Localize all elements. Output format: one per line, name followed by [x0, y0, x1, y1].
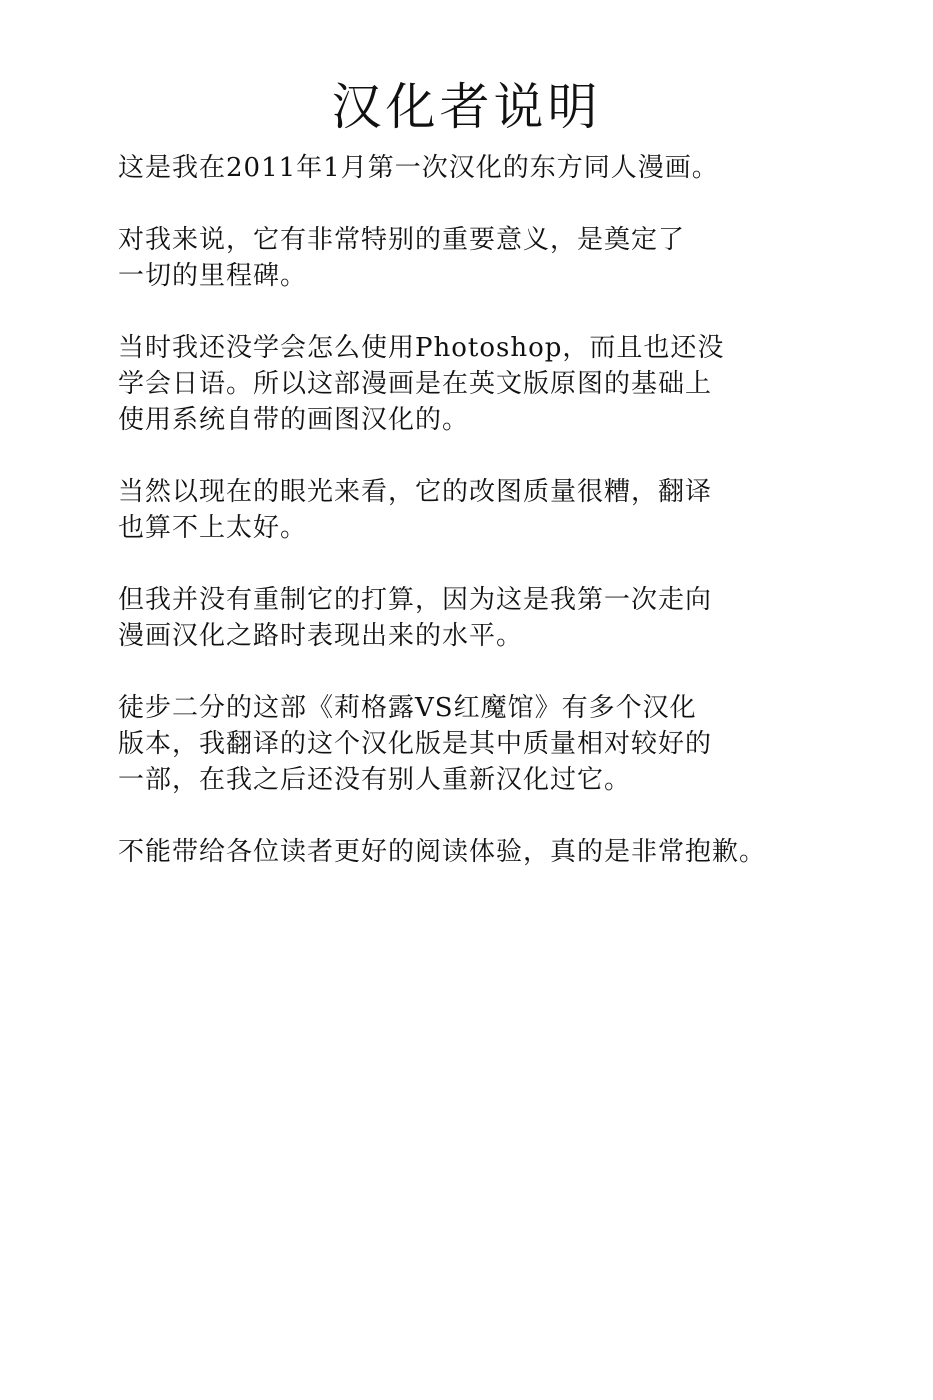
text-line: 这是我在2011年1月第一次汉化的东方同人漫画。: [118, 153, 719, 183]
text-line: 但我并没有重制它的打算，因为这是我第一次走向: [118, 585, 713, 615]
text-line: 漫画汉化之路时表现出来的水平。: [118, 621, 524, 651]
text-line: 版本，我翻译的这个汉化版是其中质量相对较好的: [118, 729, 713, 759]
text-line: 对我来说，它有非常特别的重要意义，是奠定了: [118, 225, 686, 255]
paragraph-3: [118, 330, 858, 438]
body-text: [118, 150, 858, 906]
text-line: 使用系统自带的画图汉化的。: [118, 405, 470, 435]
text-line: 当时我还没学会怎么使用Photoshop，而且也还没: [118, 333, 725, 363]
paragraph-5: [118, 582, 858, 654]
text-line: 一部，在我之后还没有别人重新汉化过它。: [118, 765, 632, 795]
paragraph-4: [118, 474, 858, 546]
text-line: 学会日语。所以这部漫画是在英文版原图的基础上: [118, 369, 713, 399]
text-line: 徒步二分的这部《莉格露VS红魔馆》有多个汉化: [118, 693, 697, 723]
text-line: 当然以现在的眼光来看，它的改图质量很糟，翻译: [118, 477, 713, 507]
paragraph-6: [118, 690, 858, 798]
paragraph-2: [118, 222, 858, 294]
text-line: 一切的里程碑。: [118, 261, 308, 291]
text-line: 不能带给各位读者更好的阅读体验，真的是非常抱歉。: [118, 837, 767, 867]
page-title: 汉化者说明: [331, 77, 602, 136]
paragraph-1: [118, 150, 858, 186]
text-line: 也算不上太好。: [118, 513, 308, 543]
paragraph-7: [118, 834, 858, 870]
